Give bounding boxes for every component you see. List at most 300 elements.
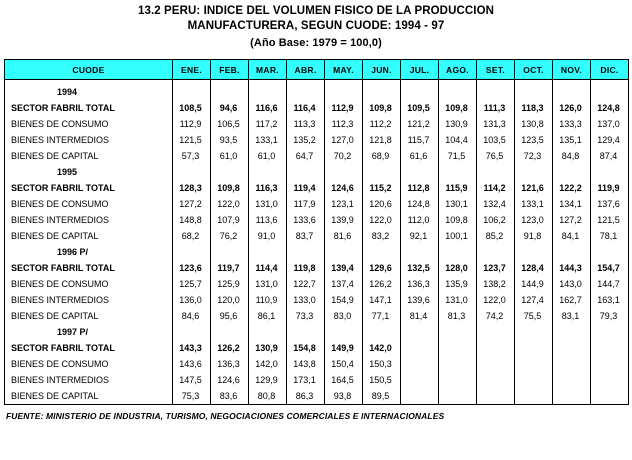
data-cell: 117,2 [249,116,287,132]
data-cell [553,372,591,388]
data-cell: 119,9 [591,180,629,196]
data-cell: 61,0 [211,148,249,164]
empty-cell [211,84,249,100]
column-header-set: SET. [477,60,515,80]
data-cell: 129,4 [591,132,629,148]
empty-cell [287,324,325,340]
data-cell: 132,5 [401,260,439,276]
data-cell: 139,6 [401,292,439,308]
empty-cell [439,324,477,340]
empty-cell [363,84,401,100]
empty-cell [211,244,249,260]
empty-cell [553,244,591,260]
data-cell: 106,2 [477,212,515,228]
data-cell: 91,8 [515,228,553,244]
data-cell: 85,2 [477,228,515,244]
empty-cell [401,244,439,260]
data-cell: 110,9 [249,292,287,308]
empty-cell [325,244,363,260]
column-header-dic: DIC. [591,60,629,80]
data-cell: 150,4 [325,356,363,372]
year-row [5,244,629,260]
year-row [5,164,629,180]
empty-cell [477,164,515,180]
data-cell: 126,2 [211,340,249,356]
data-cell: 115,2 [363,180,401,196]
empty-cell [173,84,211,100]
data-cell: 127,2 [173,196,211,212]
data-cell: 83,7 [287,228,325,244]
data-cell: 124,6 [211,372,249,388]
data-cell [477,388,515,405]
empty-cell [591,84,629,100]
data-cell: 130,8 [515,116,553,132]
data-cell: 122,0 [477,292,515,308]
row-label: BIENES DE CONSUMO [5,196,173,212]
source-note: FUENTE: MINISTERIO DE INDUSTRIA, TURISMO, NEGOCIACIONES COMERCIALES E INTERNACIONALES [6,411,445,421]
data-cell: 143,3 [173,340,211,356]
column-header-cuode: CUODE [5,60,173,80]
data-cell: 143,0 [553,276,591,292]
empty-cell [401,84,439,100]
empty-cell [477,84,515,100]
data-cell: 123,0 [515,212,553,228]
empty-cell [553,84,591,100]
data-cell: 77,1 [363,308,401,324]
data-cell [515,372,553,388]
data-cell: 128,0 [439,260,477,276]
data-cell: 112,9 [325,100,363,116]
data-cell [477,372,515,388]
data-cell: 100,1 [439,228,477,244]
data-cell: 109,8 [439,100,477,116]
data-cell: 130,9 [249,340,287,356]
data-cell: 127,4 [515,292,553,308]
data-cell [515,356,553,372]
data-cell: 119,4 [287,180,325,196]
data-cell: 133,1 [249,132,287,148]
data-cell: 142,0 [363,340,401,356]
row-label: SECTOR FABRIL TOTAL [5,100,173,116]
row-label: BIENES INTERMEDIOS [5,132,173,148]
empty-cell [553,324,591,340]
data-cell: 95,6 [211,308,249,324]
data-cell: 120,0 [211,292,249,308]
data-cell: 133,6 [287,212,325,228]
data-cell: 103,5 [477,132,515,148]
data-cell: 89,5 [363,388,401,405]
data-cell: 133,0 [287,292,325,308]
year-label: 1994 [5,84,173,100]
data-cell: 75,5 [515,308,553,324]
empty-cell [591,164,629,180]
data-cell: 68,9 [363,148,401,164]
data-cell: 114,4 [249,260,287,276]
table-row [5,196,629,212]
data-cell: 76,2 [211,228,249,244]
data-cell: 73,3 [287,308,325,324]
data-cell: 154,9 [325,292,363,308]
data-cell: 78,1 [591,228,629,244]
empty-cell [173,324,211,340]
data-cell: 139,9 [325,212,363,228]
data-cell: 162,7 [553,292,591,308]
data-cell: 148,8 [173,212,211,228]
data-cell: 87,4 [591,148,629,164]
data-cell: 84,6 [173,308,211,324]
table-row [5,276,629,292]
data-cell: 117,9 [287,196,325,212]
empty-cell [401,324,439,340]
data-cell: 129,9 [249,372,287,388]
empty-cell [325,164,363,180]
data-cell: 109,8 [363,100,401,116]
data-cell: 124,8 [401,196,439,212]
year-label: 1996 P/ [5,244,173,260]
data-cell: 61,6 [401,148,439,164]
data-cell: 125,9 [211,276,249,292]
data-cell [439,372,477,388]
table-row [5,308,629,324]
data-cell: 123,6 [173,260,211,276]
data-cell [477,356,515,372]
row-label: SECTOR FABRIL TOTAL [5,340,173,356]
data-cell: 154,7 [591,260,629,276]
empty-cell [591,324,629,340]
empty-cell [401,164,439,180]
data-cell: 83,2 [363,228,401,244]
row-label: BIENES DE CAPITAL [5,388,173,405]
year-row [5,324,629,340]
year-label: 1995 [5,164,173,180]
column-header-may: MAY. [325,60,363,80]
data-cell: 118,3 [515,100,553,116]
data-cell: 116,4 [287,100,325,116]
empty-cell [249,84,287,100]
data-cell: 68,2 [173,228,211,244]
table-row [5,100,629,116]
empty-cell [515,164,553,180]
data-cell: 135,2 [287,132,325,148]
table-body [5,80,629,405]
empty-cell [249,164,287,180]
data-cell: 164,5 [325,372,363,388]
table-row [5,180,629,196]
empty-cell [439,164,477,180]
data-cell: 147,1 [363,292,401,308]
data-cell: 104,4 [439,132,477,148]
data-cell: 115,9 [439,180,477,196]
empty-cell [515,244,553,260]
data-cell: 113,3 [287,116,325,132]
data-cell: 107,9 [211,212,249,228]
data-cell: 112,2 [363,116,401,132]
data-cell: 93,8 [325,388,363,405]
data-cell: 115,7 [401,132,439,148]
empty-cell [325,324,363,340]
data-cell: 121,2 [401,116,439,132]
data-cell [401,340,439,356]
column-header-ene: ENE. [173,60,211,80]
data-cell: 83,6 [211,388,249,405]
column-header-oct: OCT. [515,60,553,80]
data-cell: 83,1 [553,308,591,324]
data-cell: 131,0 [249,276,287,292]
data-cell: 136,0 [173,292,211,308]
data-cell: 79,3 [591,308,629,324]
data-cell: 147,5 [173,372,211,388]
table-header [5,60,629,80]
column-header-jul: JUL. [401,60,439,80]
data-cell: 109,8 [211,180,249,196]
year-label: 1997 P/ [5,324,173,340]
data-cell: 112,8 [401,180,439,196]
production-index-table [4,59,629,405]
data-cell: 129,6 [363,260,401,276]
table-row [5,292,629,308]
data-cell: 86,3 [287,388,325,405]
title-line-2: MANUFACTURERA, SEGUN CUODE: 1994 - 97 [187,20,445,32]
data-cell: 84,1 [553,228,591,244]
empty-cell [325,84,363,100]
data-cell [439,388,477,405]
row-label: BIENES DE CAPITAL [5,148,173,164]
data-cell: 124,6 [325,180,363,196]
data-cell: 112,3 [325,116,363,132]
data-cell: 109,5 [401,100,439,116]
empty-cell [553,164,591,180]
data-cell: 81,6 [325,228,363,244]
data-cell [553,388,591,405]
data-cell [515,388,553,405]
empty-cell [363,164,401,180]
data-cell: 70,2 [325,148,363,164]
data-cell: 94,6 [211,100,249,116]
data-cell: 112,9 [173,116,211,132]
data-cell: 133,1 [515,196,553,212]
data-cell [439,340,477,356]
column-header-abr: ABR. [287,60,325,80]
data-cell: 84,8 [553,148,591,164]
data-cell: 132,4 [477,196,515,212]
data-cell: 136,3 [401,276,439,292]
data-cell [401,356,439,372]
data-cell: 71,5 [439,148,477,164]
column-header-feb: FEB. [211,60,249,80]
data-cell: 120,6 [363,196,401,212]
data-cell: 83,0 [325,308,363,324]
row-label: BIENES INTERMEDIOS [5,212,173,228]
empty-cell [477,244,515,260]
column-header-nov: NOV. [553,60,591,80]
table-row [5,372,629,388]
data-cell: 133,3 [553,116,591,132]
data-cell: 119,8 [287,260,325,276]
data-cell [401,372,439,388]
empty-cell [173,164,211,180]
data-cell: 108,5 [173,100,211,116]
data-cell: 127,0 [325,132,363,148]
data-cell: 135,1 [553,132,591,148]
data-cell: 93,5 [211,132,249,148]
data-cell: 114,2 [477,180,515,196]
data-cell: 131,0 [249,196,287,212]
data-cell: 57,3 [173,148,211,164]
table-row [5,340,629,356]
empty-cell [439,244,477,260]
empty-cell [477,324,515,340]
data-cell: 72,3 [515,148,553,164]
data-cell: 81,3 [439,308,477,324]
data-cell: 128,3 [173,180,211,196]
data-cell: 135,9 [439,276,477,292]
table-row [5,356,629,372]
empty-cell [515,324,553,340]
data-cell [591,372,629,388]
data-cell: 121,6 [515,180,553,196]
data-cell: 116,6 [249,100,287,116]
data-cell [439,356,477,372]
table-row [5,148,629,164]
data-cell: 92,1 [401,228,439,244]
data-cell: 137,6 [591,196,629,212]
data-cell [401,388,439,405]
table-row [5,388,629,405]
data-cell: 86,1 [249,308,287,324]
empty-cell [211,164,249,180]
empty-cell [173,244,211,260]
data-cell: 111,3 [477,100,515,116]
row-label: SECTOR FABRIL TOTAL [5,260,173,276]
data-cell: 64,7 [287,148,325,164]
title-line-3: (Año Base: 1979 = 100,0) [250,37,382,49]
data-cell: 130,1 [439,196,477,212]
row-label: BIENES DE CONSUMO [5,356,173,372]
data-cell: 106,5 [211,116,249,132]
data-cell: 154,8 [287,340,325,356]
data-cell: 139,4 [325,260,363,276]
data-cell: 122,0 [363,212,401,228]
empty-cell [439,84,477,100]
data-cell: 112,0 [401,212,439,228]
data-cell: 150,3 [363,356,401,372]
data-cell: 126,2 [363,276,401,292]
row-label: BIENES INTERMEDIOS [5,292,173,308]
data-cell: 124,8 [591,100,629,116]
data-cell: 125,7 [173,276,211,292]
data-cell: 126,0 [553,100,591,116]
table-row [5,212,629,228]
data-cell: 163,1 [591,292,629,308]
data-cell [591,356,629,372]
data-cell: 121,5 [173,132,211,148]
data-cell: 122,0 [211,196,249,212]
data-cell: 173,1 [287,372,325,388]
empty-cell [287,84,325,100]
data-cell: 143,8 [287,356,325,372]
row-label: BIENES DE CAPITAL [5,308,173,324]
empty-cell [249,244,287,260]
data-cell: 61,0 [249,148,287,164]
data-cell: 138,2 [477,276,515,292]
data-cell: 123,7 [477,260,515,276]
data-cell: 123,1 [325,196,363,212]
empty-cell [287,244,325,260]
table-row [5,260,629,276]
data-cell: 74,2 [477,308,515,324]
data-cell: 76,5 [477,148,515,164]
empty-cell [287,164,325,180]
table-row [5,132,629,148]
data-cell: 122,7 [287,276,325,292]
data-cell: 144,9 [515,276,553,292]
data-cell: 137,4 [325,276,363,292]
data-cell: 75,3 [173,388,211,405]
data-cell: 119,7 [211,260,249,276]
title-block [0,0,632,51]
data-cell [553,340,591,356]
data-cell: 116,3 [249,180,287,196]
data-cell: 142,0 [249,356,287,372]
empty-cell [249,324,287,340]
data-cell: 113,6 [249,212,287,228]
empty-cell [211,324,249,340]
row-label: SECTOR FABRIL TOTAL [5,180,173,196]
year-row [5,84,629,100]
data-cell: 131,0 [439,292,477,308]
row-label: BIENES DE CAPITAL [5,228,173,244]
data-cell: 136,3 [211,356,249,372]
data-cell [477,340,515,356]
data-cell: 134,1 [553,196,591,212]
data-cell: 144,3 [553,260,591,276]
title-line-1: 13.2 PERU: INDICE DEL VOLUMEN FISICO DE LA PRODUCCION [137,5,495,17]
table-wrapper [4,59,628,405]
data-cell [591,388,629,405]
empty-cell [363,244,401,260]
data-cell: 149,9 [325,340,363,356]
row-label: BIENES DE CONSUMO [5,116,173,132]
table-row [5,116,629,132]
data-cell: 121,5 [591,212,629,228]
data-cell: 144,7 [591,276,629,292]
data-cell [591,340,629,356]
data-cell [553,356,591,372]
data-cell: 150,5 [363,372,401,388]
empty-cell [515,84,553,100]
header-row [5,60,629,80]
data-cell: 123,5 [515,132,553,148]
row-label: BIENES DE CONSUMO [5,276,173,292]
data-cell: 128,4 [515,260,553,276]
data-cell: 137,0 [591,116,629,132]
data-cell [515,340,553,356]
column-header-jun: JUN. [363,60,401,80]
data-cell: 122,2 [553,180,591,196]
data-cell: 81,4 [401,308,439,324]
data-cell: 131,3 [477,116,515,132]
empty-cell [363,324,401,340]
data-cell: 80,8 [249,388,287,405]
data-cell: 91,0 [249,228,287,244]
data-cell: 143,6 [173,356,211,372]
row-label: BIENES INTERMEDIOS [5,372,173,388]
column-header-ago: AGO. [439,60,477,80]
empty-cell [591,244,629,260]
data-cell: 121,8 [363,132,401,148]
table-row [5,228,629,244]
data-cell: 130,9 [439,116,477,132]
